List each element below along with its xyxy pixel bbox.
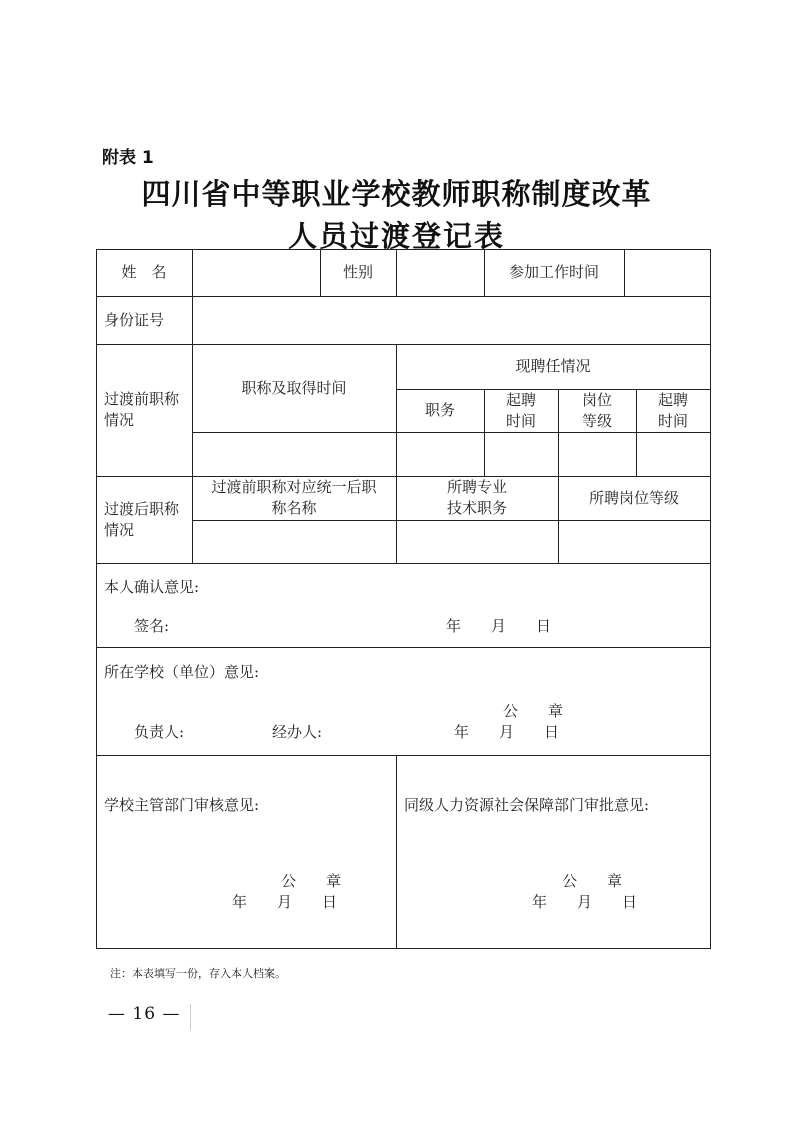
post-level-label: 岗位 等级 (581, 390, 612, 430)
hr-seal-label: 公 章 (562, 872, 623, 890)
school-seal-label: 公 章 (503, 702, 564, 720)
post-grade-field[interactable] (559, 521, 709, 562)
unified-title-field[interactable] (193, 521, 395, 562)
name-field[interactable] (193, 250, 319, 295)
title-and-date-field[interactable] (193, 433, 395, 475)
form-title-line-2: 人员过渡登记表 (287, 219, 505, 253)
table-border-bottom (96, 948, 711, 949)
form-title-line-1: 四川省中等职业学校教师职称制度改革 (141, 177, 652, 211)
hr-opinion-label: 同级人力资源社会保障部门审批意见: (404, 796, 650, 814)
duty-label: 职务 (424, 401, 455, 419)
signature-date: 年 月 日 (446, 617, 552, 635)
start-time-label: 起聘 时间 (505, 390, 536, 430)
page-number: — 16 — (108, 1004, 181, 1024)
duty-field[interactable] (397, 433, 483, 475)
gender-label: 性别 (342, 263, 373, 281)
name-label: 姓 名 (121, 263, 167, 281)
authority-seal-label: 公 章 (281, 872, 342, 890)
row-divider (96, 755, 711, 756)
post-grade-label: 所聘岗位等级 (588, 488, 679, 507)
id-number-label: 身份证号 (104, 310, 165, 329)
start-time-field[interactable] (485, 433, 557, 475)
page-divider (190, 1004, 191, 1030)
handler-label: 经办人: (272, 723, 323, 741)
tech-position-field[interactable] (397, 521, 557, 562)
unified-title-label: 过渡前职称对应统一后职 称名称 (211, 478, 377, 517)
work-start-label: 参加工作时间 (508, 263, 599, 281)
table-border-left (96, 249, 97, 948)
title-and-date-label: 职称及取得时间 (241, 378, 347, 397)
gender-field[interactable] (397, 250, 483, 295)
school-date: 年 月 日 (454, 723, 560, 741)
authority-opinion-label: 学校主管部门审核意见: (104, 796, 260, 814)
responsible-person-label: 负责人: (134, 723, 185, 741)
before-transition-label: 过渡前职称 情况 (104, 390, 180, 429)
row-divider (96, 647, 711, 648)
table-border-right (710, 249, 711, 948)
hr-date: 年 月 日 (532, 893, 638, 911)
authority-date: 年 月 日 (232, 893, 338, 911)
tech-position-label: 所聘专业 技术职务 (446, 478, 507, 517)
after-transition-label: 过渡后职称 情况 (104, 499, 180, 539)
post-level-field[interactable] (559, 433, 635, 475)
start-time-field[interactable] (637, 433, 709, 475)
id-number-field[interactable] (193, 297, 709, 343)
school-opinion-label: 所在学校（单位）意见: (104, 663, 260, 681)
signature-label: 签名: (134, 617, 170, 635)
start-time-label: 起聘 时间 (657, 390, 688, 430)
attachment-label: 附表 1 (102, 148, 154, 168)
footnote: 注：本表填写一份，存入本人档案。 (110, 967, 286, 980)
column-divider (396, 755, 397, 948)
row-divider (96, 563, 711, 564)
current-employment-label: 现聘任情况 (515, 357, 591, 375)
self-opinion-label: 本人确认意见: (104, 578, 200, 596)
work-start-field[interactable] (625, 250, 709, 295)
